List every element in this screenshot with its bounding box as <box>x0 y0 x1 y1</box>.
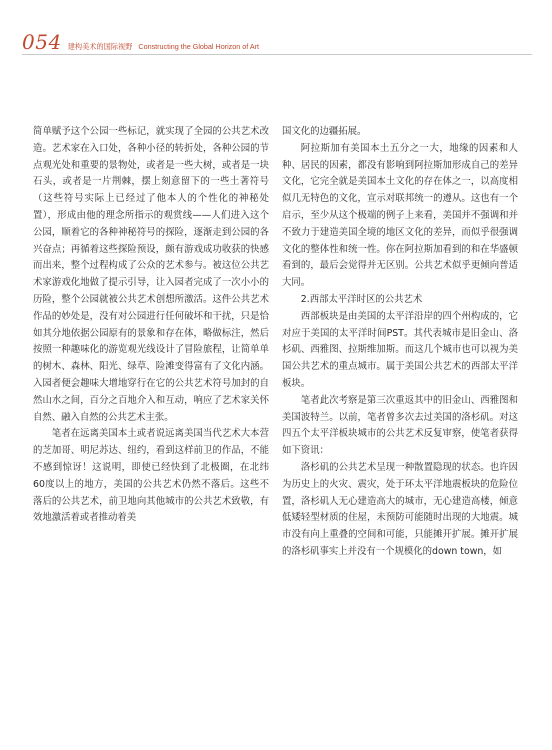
paragraph: 笔者在远离美国本土或者说远离美国当代艺术大本营的芝加哥、明尼苏达、纽约，看到这样前卫的作品，不能不感到惊讶！这说明，即使已经快到了北极圈，在北纬60度以上的地方，美国的公共艺术仍然不落后。这些不落后的公共艺术，前卫地向其他城市的公共艺术致敬，有效地激活着或者推动着美 <box>33 428 269 524</box>
header-title-cn: 建构美术的国际视野 <box>67 42 133 51</box>
header-title-en: Constructing the Global Horizon of Art <box>138 42 260 51</box>
section-heading: 2.西部太平洋时区的公共艺术 <box>300 293 423 305</box>
running-header <box>22 30 532 54</box>
paragraph: 国文化的边疆拓展。 <box>282 126 367 137</box>
page-number: 054 <box>22 30 62 54</box>
paragraph: 西部板块是由美国的太平洋沿岸的四个州构成的，它对应于美国的太平洋时间PST。其代表城市是旧金山、洛杉矶、西雅图、拉斯维加斯。而这几个城市也可以视为美国公共艺术的重点城市。属于美国公共艺术的西部太平洋板块。 <box>282 310 518 389</box>
left-text-column <box>33 124 269 527</box>
paragraph: 洛杉矶的公共艺术呈现一种散置隐现的状态。也许因为历史上的火灾、震灾，处于环太平洋地震板块的危险位置，洛杉矶人无心建造高大的城市，无心建造高楼，倾意低矮轻型材质的住屋，未预防可能随时出现的大地震。城市没有向上重叠的空间和可能，只能摊开扩展。摊开扩展的洛杉矶事实上并没有一个规模化的down town，如 <box>282 461 518 557</box>
paragraph: 阿拉斯加有美国本土五分之一大，地缘的因素和人种、居民的因素，都没有影响到阿拉斯加形成自己的差异文化，它完全就是美国本土文化的存在体之一，以高度相似几无特色的文化，宣示对联邦统一的遵从。这也有一个启示，至少从这个极端的例子上来看，美国并不强调和并不致力于建造美国全境的地区文化的差异，而似乎很强调文化的整体性和统一性。你在阿拉斯加看到的和在华盛顿看到的，最后会觉得并无区别。公共艺术似乎更倾向普适大同。 <box>282 142 518 289</box>
header-rule <box>22 54 532 55</box>
paragraph: 笔者此次考察是第三次重返其中的旧金山、西雅图和美国波特兰。以前，笔者曾多次去过美国的洛杉矶。对这四五个太平洋板块城市的公共艺术反复审察，使笔者获得如下资讯： <box>282 394 518 457</box>
right-text-column <box>282 124 518 561</box>
paragraph: 简单赋予这个公园一些标记，就实现了全园的公共艺术改造。艺术家在入口处，各种小径的转折处，各种公园的节点观光处和重要的景物处，或者是一些大树，或者是一块石头，或者是一片荆棘，摆上刻意留下的一些土著符号（这些符号实际上已经过了他本人的个性化的神秘处置），形成由他的理念所指示的观赏线——人们进入这个公园，顺着它的各种神秘符号的探险，逐渐走到公园的各兴奋点；再循着这些探险预设，颇有游戏成功收获的快感而出来，整个过程构成了公众的艺术参与。被这位公共艺术家游戏化地做了提示引导，让入园者完成了一次小小的历险，整个公园就被公共艺术创想所激活。这件公共艺术作品的妙处是，没有对公园进行任何破坏和干扰，只是恰如其分地依据公园原有的景象和存在体，略做标注，然后按照一种趣味化的游览观光线设计了冒险旅程，让简单单的树木、森林、阳光、绿草、险滩变得富有了文化内涵。入园者便会趣味大增地穿行在它的公共艺术符号加封的自然山水之间，百分之百地介入和互动，响应了艺术家关怀自然、融入自然的公共艺术主张。 <box>33 126 269 423</box>
